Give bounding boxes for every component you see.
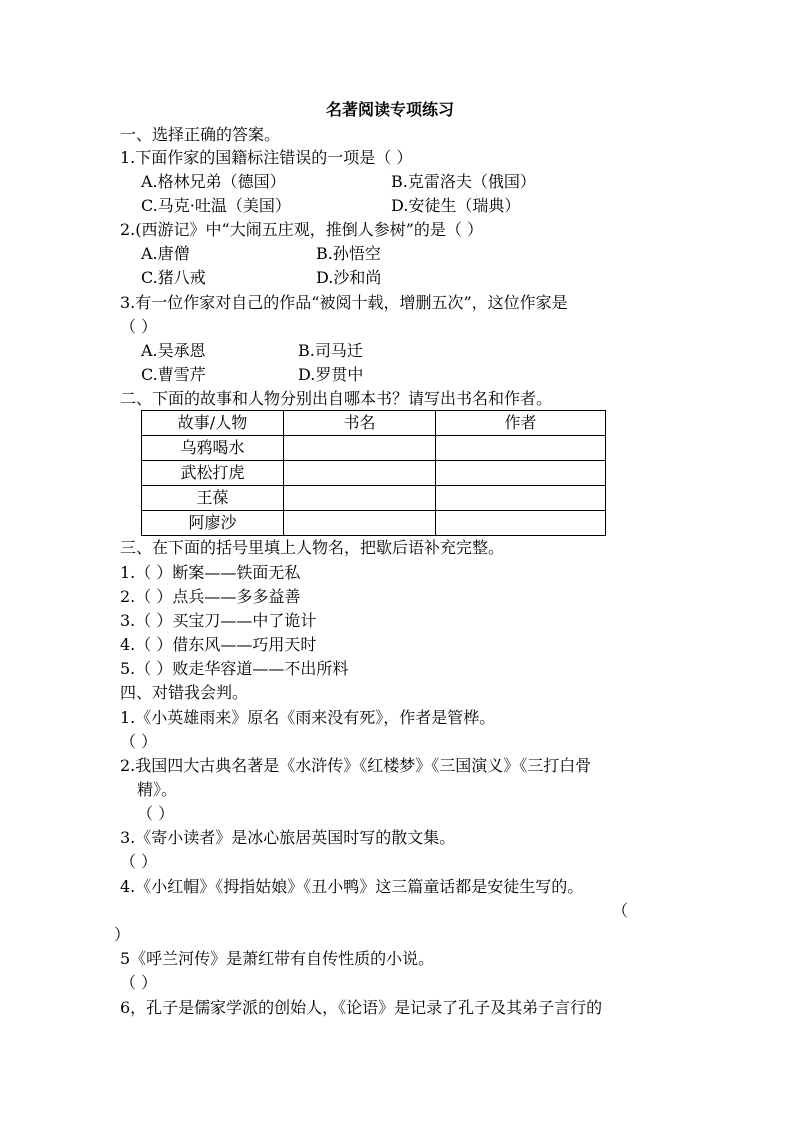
section-2-heading: 二、下面的故事和人物分别出自哪本书？请写出书名和作者。: [120, 389, 553, 408]
author-answer-cell[interactable]: [436, 461, 606, 486]
idiom-item: 1.（ ）断案——铁面无私: [120, 563, 301, 582]
q2-option-d: D.沙和尚: [316, 268, 382, 287]
q3-option-b: B.司马迁: [298, 341, 363, 360]
table-row: [142, 461, 606, 486]
q1-option-b: B.克雷洛夫（俄国）: [391, 172, 536, 191]
tf-q1-paren: （ ）: [120, 732, 158, 751]
book-answer-cell[interactable]: [284, 461, 436, 486]
q2-option-b: B.孙悟空: [316, 244, 381, 263]
q3-option-d: D.罗贯中: [298, 365, 364, 384]
column-header-book: 书名: [284, 411, 436, 436]
tf-q3-paren: （ ）: [120, 852, 158, 871]
book-answer-cell[interactable]: [284, 436, 436, 461]
books-table: [141, 410, 606, 536]
book-answer-cell[interactable]: [284, 486, 436, 511]
q1-option-a: A.格林兄弟（德国）: [141, 172, 286, 191]
story-cell: 乌鸦喝水: [142, 436, 284, 461]
idiom-item: 5.（ ）败走华容道——不出所料: [120, 659, 349, 678]
table-row: [142, 486, 606, 511]
q1-option-c: C.马克·吐温（美国）: [141, 196, 291, 215]
column-header-story: 故事/人物: [142, 411, 284, 436]
tf-q4-paren-open: （: [612, 901, 629, 920]
q3-option-a: A.吴承恩: [141, 341, 206, 360]
tf-q4-paren-close: ）: [114, 925, 131, 944]
q1-option-d: D.安徒生（瑞典）: [391, 196, 521, 215]
story-cell: 王葆: [142, 486, 284, 511]
q1-stem: 1.下面作家的国籍标注错误的一项是（ ）: [120, 148, 413, 167]
section-3-heading: 三、在下面的括号里填上人物名，把歇后语补充完整。: [120, 538, 505, 557]
author-answer-cell[interactable]: [436, 486, 606, 511]
q2-stem: 2.(西游记》中“大闹五庄观，推倒人参树”的是（ ）: [120, 220, 483, 239]
tf-q6: 6，孔子是儒家学派的创始人，《论语》是记录了孔子及其弟子言行的: [120, 998, 603, 1017]
table-row: [142, 511, 606, 536]
story-cell: 武松打虎: [142, 461, 284, 486]
idiom-item: 4.（ ）借东风——巧用天时: [120, 635, 317, 654]
table-row: [142, 436, 606, 461]
tf-q5-paren: （ ）: [120, 973, 158, 992]
q3-option-c: C.曹雪芹: [141, 365, 206, 384]
book-answer-cell[interactable]: [284, 511, 436, 536]
section-4-heading: 四、对错我会判。: [120, 683, 249, 702]
table-header-row: [142, 411, 606, 436]
section-1-heading: 一、选择正确的答案。: [120, 125, 281, 144]
q2-option-c: C.猪八戒: [141, 268, 206, 287]
author-answer-cell[interactable]: [436, 511, 606, 536]
q3-paren: （ ）: [120, 317, 158, 336]
tf-q4: 4.《小红帽》《拇指姑娘》《丑小鸭》这三篇童话都是安徒生写的。: [120, 877, 584, 896]
tf-q2-line2: 精》。: [137, 780, 178, 799]
idiom-item: 3.（ ）买宝刀——中了诡计: [120, 611, 317, 630]
tf-q5: 5《呼兰河传》是萧红带有自传性质的小说。: [120, 949, 435, 968]
page-title: 名著阅读专项练习: [326, 100, 455, 119]
tf-q1: 1.《小英雄雨来》原名《雨来没有死》，作者是管桦。: [120, 708, 496, 727]
column-header-author: 作者: [436, 411, 606, 436]
story-cell: 阿廖沙: [142, 511, 284, 536]
q3-stem: 3.有一位作家对自己的作品“被阅十载，增删五次”，这位作家是: [120, 293, 568, 312]
q2-option-a: A.唐僧: [141, 244, 190, 263]
tf-q2-line1: 2.我国四大古典名著是《水浒传》《红楼梦》《三国演义》《三打白骨: [120, 756, 592, 775]
idiom-item: 2.（ ）点兵——多多益善: [120, 587, 301, 606]
tf-q3: 3.《寄小读者》是冰心旅居英国时写的散文集。: [120, 828, 456, 847]
author-answer-cell[interactable]: [436, 436, 606, 461]
tf-q2-paren: （ ）: [137, 804, 175, 823]
